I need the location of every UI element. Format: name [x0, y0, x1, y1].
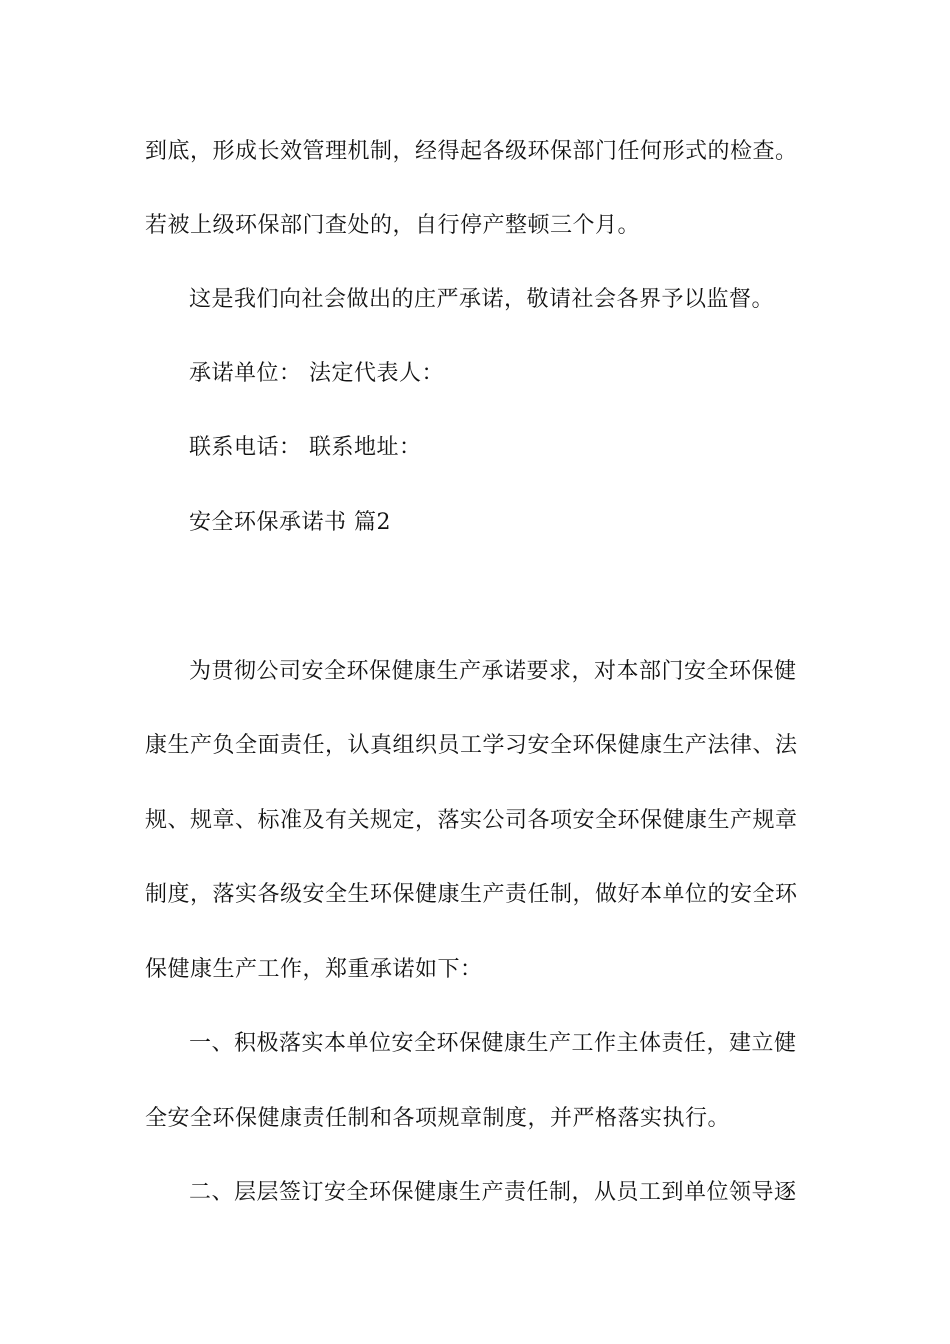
paragraph-line: 保健康生产工作，郑重承诺如下：	[145, 957, 483, 982]
paragraph-line: 康生产负全面责任，认真组织员工学习安全环保健康生产法律、法	[145, 733, 798, 758]
contact-info-line: 联系电话： 联系地址：	[189, 435, 422, 460]
paragraph-line: 若被上级环保部门查处的，自行停产整顿三个月。	[145, 213, 641, 238]
paragraph-line: 到底，形成长效管理机制，经得起各级环保部门任何形式的检查。	[145, 139, 798, 164]
paragraph-line: 一、积极落实本单位安全环保健康生产工作主体责任，建立健	[189, 1031, 797, 1056]
paragraph-line: 这是我们向社会做出的庄严承诺，敬请社会各界予以监督。	[189, 287, 775, 312]
paragraph-line: 规、规章、标准及有关规定，落实公司各项安全环保健康生产规章	[145, 808, 798, 833]
paragraph-line: 制度，落实各级安全生环保健康生产责任制，做好本单位的安全环	[145, 882, 798, 907]
paragraph-line: 为贯彻公司安全环保健康生产承诺要求，对本部门安全环保健	[189, 659, 797, 684]
paragraph-line: 全安全环保健康责任制和各项规章制度，并严格落实执行。	[145, 1106, 731, 1131]
paragraph-line: 二、层层签订安全环保健康生产责任制，从员工到单位领导逐	[189, 1180, 797, 1205]
section-heading: 安全环保承诺书 篇2	[189, 510, 391, 535]
signature-unit-line: 承诺单位： 法定代表人：	[189, 361, 444, 386]
